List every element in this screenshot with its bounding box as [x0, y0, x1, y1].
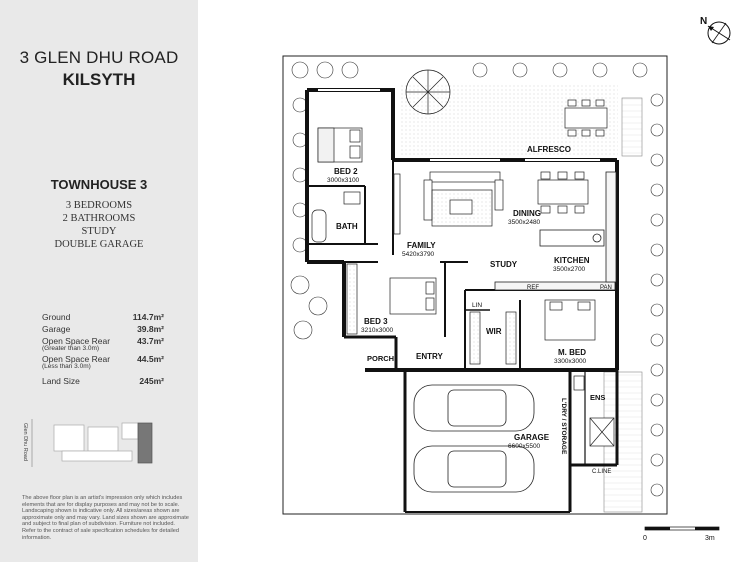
bed-3-furniture	[347, 264, 436, 334]
room-label-ens: ENS	[590, 393, 606, 402]
room-label-kitchen: KITCHEN	[554, 256, 590, 265]
family-furniture	[394, 172, 503, 234]
north-label: N	[700, 16, 708, 27]
room-label-wir: WIR	[486, 327, 502, 336]
room-size-mbed: 3300x3000	[554, 358, 587, 365]
room-label-bed3: BED 3	[364, 317, 388, 326]
unit-title: TOWNHOUSE 3	[50, 177, 148, 192]
feature-garage: DOUBLE GARAGE	[54, 239, 144, 250]
scale-start-label: 0	[643, 535, 647, 542]
area-value: 43.7m²	[137, 336, 164, 346]
dining-furniture	[538, 172, 588, 213]
room-label-entry: ENTRY	[416, 352, 443, 361]
scale-bar	[643, 527, 719, 542]
area-value: 245m²	[139, 376, 164, 386]
feature-bathrooms: 2 BATHROOMS	[62, 213, 136, 224]
room-label-bath: BATH	[336, 222, 358, 231]
room-label-garage: GARAGE	[514, 433, 550, 442]
room-size-family: 5420x3790	[402, 251, 435, 258]
feature-study: STUDY	[81, 226, 117, 237]
room-label-alfresco: ALFRESCO	[527, 145, 571, 154]
address-line-2: KILSYTH	[62, 70, 136, 89]
outdoor-table	[565, 100, 607, 136]
scale-end-label: 3m	[705, 535, 715, 542]
info-sidebar	[0, 0, 198, 562]
room-label-lin: LIN	[472, 302, 483, 309]
room-size-bed2: 3000x3100	[327, 177, 360, 184]
room-label-ldry: L'DRY / STORAGE	[560, 398, 567, 455]
room-size-kitchen: 3500x2700	[553, 266, 586, 273]
room-label-porch: PORCH	[367, 354, 395, 363]
floor-plan	[198, 0, 750, 562]
area-label: Open Space Rear	[42, 336, 111, 346]
area-label: Garage	[42, 324, 71, 334]
area-sublabel: (Greater than 3.0m)	[42, 345, 100, 352]
area-sublabel: (Less than 3.0m)	[42, 363, 91, 370]
room-label-ref: REF	[527, 285, 539, 291]
room-label-dining: DINING	[513, 209, 541, 218]
street-label: Glen Dhu Road	[22, 423, 28, 461]
area-value: 114.7m²	[132, 312, 164, 322]
room-label-cline: C.LINE	[592, 469, 612, 475]
tree-icon	[406, 70, 450, 114]
room-label-study: STUDY	[490, 260, 518, 269]
room-size-bed3: 3210x3000	[361, 327, 394, 334]
area-label: Ground	[42, 312, 71, 322]
site-plan-thumbnail	[22, 419, 160, 467]
room-label-mbed: M. BED	[558, 348, 586, 357]
bed-2-furniture	[318, 128, 362, 162]
room-size-garage: 6600x5500	[508, 443, 541, 450]
disclaimer-text: The above floor plan is an artist's impression only which includes elements that are for display purposes and may not be to scale. Landscaping shown is indicative only. All sizes/areas shown are approximate only and may vary. Land sizes shown are approximate and subject to final plan of subdivision. Furniture not included. Refer to the contract of sale specification schedules for detailed information.	[22, 495, 189, 541]
area-label: Open Space Rear	[42, 354, 111, 364]
address-line-1: 3 GLEN DHU ROAD	[19, 48, 179, 67]
area-label: Land Size	[42, 376, 80, 386]
bath-fixtures	[312, 192, 360, 242]
area-value: 44.5m²	[137, 354, 164, 364]
room-label-family: FAMILY	[407, 241, 436, 250]
room-size-dining: 3500x2480	[508, 219, 541, 226]
side-deck	[622, 98, 642, 156]
area-value: 39.8m²	[137, 324, 164, 334]
feature-bedrooms: 3 BEDROOMS	[65, 200, 133, 211]
room-label-bed2: BED 2	[334, 167, 358, 176]
room-label-pan: PAN	[600, 285, 612, 291]
